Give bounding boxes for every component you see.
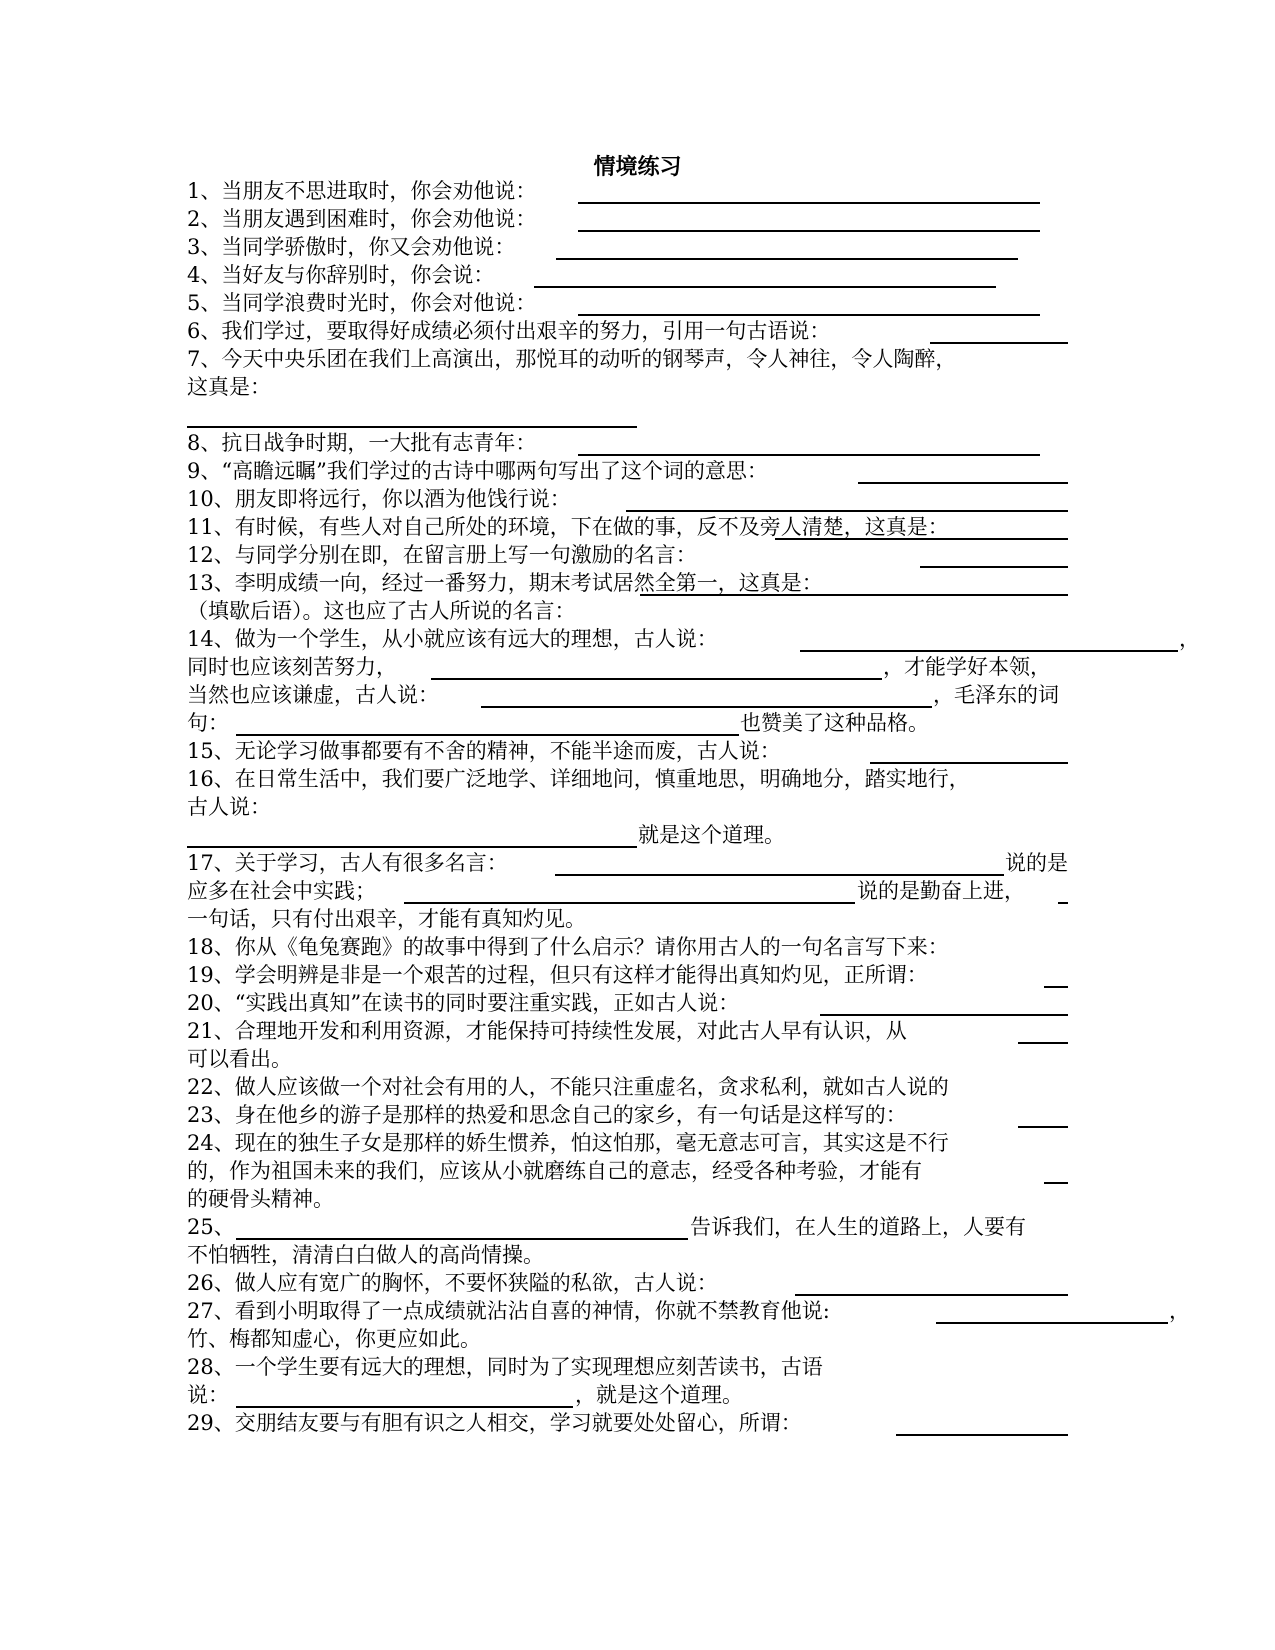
exercise-line: 17、关于学习，古人有很多名言： <box>187 851 508 875</box>
exercise-line: 1、当朋友不思进取时，你会劝他说： <box>187 179 537 203</box>
answer-blank-line[interactable] <box>187 426 637 428</box>
exercise-line: 可以看出。 <box>187 1047 292 1071</box>
answer-blank-line[interactable] <box>578 454 1040 456</box>
answer-blank-line[interactable] <box>936 1322 1168 1324</box>
line-continuation-text: ，就是这个道理。 <box>575 1383 743 1407</box>
exercise-line: 27、看到小明取得了一点成绩就沾沾自喜的神情，你就不禁教育他说: <box>187 1299 830 1323</box>
exercise-line: 2、当朋友遇到困难时，你会劝他说： <box>187 207 537 231</box>
exercise-line: 19、学会明辨是非是一个艰苦的过程，但只有这样才能得出真知灼见，正所谓： <box>187 963 928 987</box>
exercise-line: 竹、梅都知虚心，你更应如此。 <box>187 1327 481 1351</box>
exercise-line: 4、当好友与你辞别时，你会说： <box>187 263 495 287</box>
exercise-line: 说： <box>187 1383 229 1407</box>
exercise-line: （填歇后语）。这也应了古人所说的名言： <box>187 599 576 623</box>
answer-blank-line[interactable] <box>431 678 882 680</box>
answer-blank-line[interactable] <box>578 314 1040 316</box>
exercise-line: 3、当同学骄傲时，你又会劝他说： <box>187 235 516 259</box>
exercise-line: 5、当同学浪费时光时，你会对他说： <box>187 291 537 315</box>
exercise-line: 这真是： <box>187 375 271 399</box>
answer-blank-line[interactable] <box>775 538 1068 540</box>
exercise-line: 24、现在的独生子女是那样的娇生惯养，怕这怕那，毫无意志可言，其实这是不行 <box>187 1131 949 1155</box>
exercise-line: 28、一个学生要有远大的理想，同时为了实现理想应刻苦读书，古语 <box>187 1355 823 1379</box>
answer-blank-line[interactable] <box>1018 1126 1068 1128</box>
exercise-line: 11、有时候，有些人对自己所处的环境，下在做的事，反不及旁人清楚，这真是： <box>187 515 949 539</box>
line-continuation-text: 说的是勤奋上进， <box>857 879 1025 903</box>
exercise-line: 应多在社会中实践； <box>187 879 376 903</box>
line-continuation-text: ， <box>1169 1299 1190 1323</box>
answer-blank-line[interactable] <box>404 902 855 904</box>
answer-blank-line[interactable] <box>236 1238 688 1240</box>
answer-blank-line[interactable] <box>800 650 1178 652</box>
exercise-line: 9、“高瞻远瞩”我们学过的古诗中哪两句写出了这个词的意思： <box>187 459 768 483</box>
answer-blank-line[interactable] <box>1044 986 1068 988</box>
exercise-line: 的硬骨头精神。 <box>187 1187 334 1211</box>
exercise-line: 13、李明成绩一向，经过一番努力，期末考试居然全第一，这真是： <box>187 571 823 595</box>
exercise-line: 的，作为祖国未来的我们，应该从小就磨练自己的意志，经受各种考验，才能有 <box>187 1159 922 1183</box>
answer-blank-line[interactable] <box>858 482 1068 484</box>
exercise-line: 6、我们学过，要取得好成绩必须付出艰辛的努力，引用一句古语说： <box>187 319 831 343</box>
exercise-line: 26、做人应有宽广的胸怀，不要怀狭隘的私欲，古人说： <box>187 1271 718 1295</box>
answer-blank-line[interactable] <box>187 846 637 848</box>
exercise-line: 10、朋友即将远行，你以酒为他饯行说： <box>187 487 571 511</box>
exercise-line: 当然也应该谦虚，古人说： <box>187 683 439 707</box>
answer-blank-line[interactable] <box>1044 1182 1068 1184</box>
answer-blank-line[interactable] <box>870 762 1068 764</box>
exercise-line: 一句话，只有付出艰辛，才能有真知灼见。 <box>187 907 586 931</box>
answer-blank-line[interactable] <box>795 1294 1068 1296</box>
exercise-line: 同时也应该刻苦努力， <box>187 655 397 679</box>
line-continuation-text: 就是这个道理。 <box>638 823 785 847</box>
answer-blank-line[interactable] <box>578 230 1040 232</box>
exercise-line: 25、 <box>187 1215 235 1239</box>
line-continuation-text: 说的是 <box>1005 851 1068 875</box>
exercise-line: 18、你从《龟兔赛跑》的故事中得到了什么启示？请你用古人的一句名言写下来： <box>187 935 949 959</box>
answer-blank-line[interactable] <box>920 566 1068 568</box>
exercise-line: 12、与同学分别在即，在留言册上写一句激励的名言： <box>187 543 697 567</box>
exercise-line: 15、无论学习做事都要有不舍的精神，不能半途而废，古人说： <box>187 739 781 763</box>
exercise-line: 21、合理地开发和利用资源，才能保持可持续性发展，对此古人早有认识，从 <box>187 1019 907 1043</box>
exercise-line: 7、今天中央乐团在我们上高演出，那悦耳的动听的钢琴声，令人神往，令人陶醉， <box>187 347 957 371</box>
line-continuation-text: 告诉我们，在人生的道路上，人要有 <box>690 1215 1026 1239</box>
line-continuation-text: ， <box>1179 627 1200 651</box>
answer-blank-line[interactable] <box>930 342 1068 344</box>
answer-blank-line[interactable] <box>640 594 1068 596</box>
answer-blank-line[interactable] <box>481 706 932 708</box>
exercise-line: 16、在日常生活中，我们要广泛地学、详细地问，慎重地思，明确地分，踏实地行， <box>187 767 970 791</box>
answer-blank-line[interactable] <box>236 1406 573 1408</box>
answer-blank-line[interactable] <box>578 202 1040 204</box>
answer-blank-line[interactable] <box>1018 1042 1068 1044</box>
exercise-line: 20、“实践出真知”在读书的同时要注重实践，正如古人说： <box>187 991 740 1015</box>
answer-blank-line[interactable] <box>820 1014 1068 1016</box>
exercise-line: 句： <box>187 711 229 735</box>
answer-blank-line[interactable] <box>555 874 1004 876</box>
exercise-line: 古人说： <box>187 795 271 819</box>
answer-blank-line[interactable] <box>534 286 996 288</box>
line-continuation-text: 也赞美了这种品格。 <box>740 711 929 735</box>
answer-blank-line[interactable] <box>626 510 1068 512</box>
page-title: 情境练习 <box>593 154 682 180</box>
answer-blank-line[interactable] <box>556 258 1018 260</box>
exercise-line: 14、做为一个学生，从小就应该有远大的理想，古人说： <box>187 627 718 651</box>
answer-blank-line[interactable] <box>1058 902 1068 904</box>
exercise-line: 8、抗日战争时期，一大批有志青年： <box>187 431 537 455</box>
answer-blank-line[interactable] <box>236 734 739 736</box>
answer-blank-line[interactable] <box>896 1434 1068 1436</box>
exercise-line: 22、做人应该做一个对社会有用的人，不能只注重虚名，贪求私利，就如古人说的 <box>187 1075 949 1099</box>
exercise-line: 29、交朋结友要与有胆有识之人相交，学习就要处处留心，所谓： <box>187 1411 802 1435</box>
exercise-line: 23、身在他乡的游子是那样的热爱和思念自己的家乡，有一句话是这样写的： <box>187 1103 907 1127</box>
exercise-line: 不怕牺牲，清清白白做人的高尚情操。 <box>187 1243 544 1267</box>
line-continuation-text: ，毛泽东的词 <box>933 683 1059 707</box>
line-continuation-text: ，才能学好本领， <box>883 655 1051 679</box>
